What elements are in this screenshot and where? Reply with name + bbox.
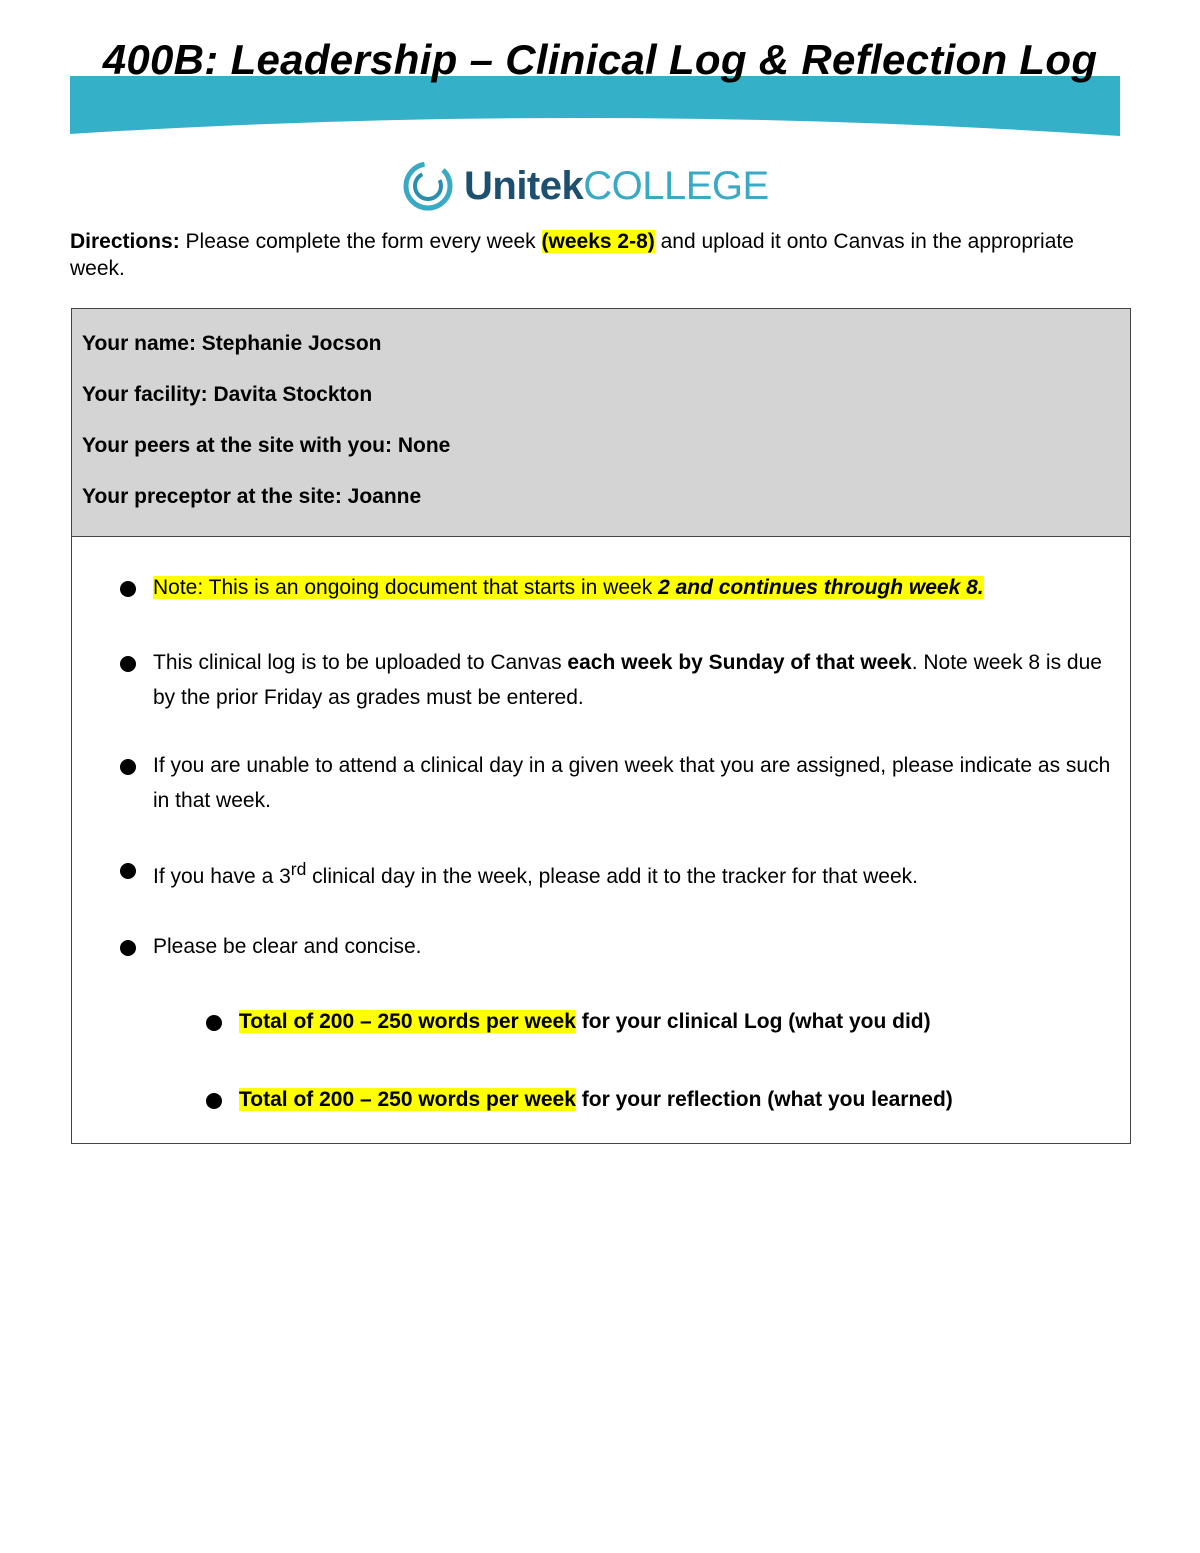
directions-label: Directions: (70, 230, 180, 253)
item-text: clinical day in the week, please add it to the tracker for that week. (306, 865, 918, 888)
student-info (72, 309, 1130, 537)
bullet-icon (206, 1093, 222, 1109)
info-table (71, 308, 1131, 1144)
list-item (116, 929, 1113, 964)
bullet-icon (206, 1015, 222, 1031)
bullet-icon (120, 940, 136, 956)
note-text: Note: This is an ongoing document that starts in week (153, 576, 659, 599)
logo-text-light: COLLEGE (583, 163, 769, 208)
peers: Your peers at the site with you: None (82, 434, 451, 457)
item-emphasis: each week by Sunday of that week (567, 651, 912, 674)
instructions-list (72, 537, 1130, 1143)
page-title: 400B: Leadership – Clinical Log & Reflection Log (102, 36, 1098, 83)
preceptor: Your preceptor at the site: Joanne (82, 485, 422, 508)
item-text: Please be clear and concise. (153, 935, 422, 958)
sub-list-item (202, 1004, 1199, 1039)
college-logo (400, 160, 769, 212)
directions-highlight: (weeks 2-8) (541, 230, 655, 253)
item-text: . Note week 8 is due by the prior Friday as grades must be entered. (153, 651, 1102, 709)
header-banner (70, 76, 1120, 136)
word-count: Total of 200 – 250 words per week (239, 1088, 576, 1111)
facility: Your facility: Davita Stockton (82, 383, 373, 406)
bullet-icon (120, 581, 136, 597)
list-item (116, 748, 1113, 818)
list-item (116, 570, 1113, 605)
directions-text: Please complete the form every week (179, 230, 542, 253)
item-text: If you have a 3 (153, 865, 291, 888)
word-count: Total of 200 – 250 words per week (239, 1010, 576, 1033)
superscript: rd (290, 859, 307, 879)
bullet-icon (120, 656, 136, 672)
bullet-icon (120, 759, 136, 775)
list-item (116, 645, 1113, 715)
list-item (116, 852, 1113, 894)
item-text: for your reflection (what you learned) (575, 1088, 953, 1111)
directions-text-2: and upload it onto Canvas in the appropriate week. (70, 230, 1074, 280)
item-text: for your clinical Log (what you did) (575, 1010, 931, 1033)
sub-list-item (202, 1082, 1199, 1117)
bullet-icon (120, 863, 136, 879)
logo-swirl-icon (400, 160, 456, 212)
directions (70, 228, 1110, 282)
item-text: If you are unable to attend a clinical day in a given week that you are assigned, please indicate as such in that week. (153, 754, 1111, 812)
item-text: This clinical log is to be uploaded to Canvas (153, 651, 568, 674)
student-name: Your name: Stephanie Jocson (82, 332, 382, 355)
note-emphasis: 2 and continues through week 8. (658, 576, 984, 599)
logo-text-bold: Unitek (464, 163, 584, 208)
